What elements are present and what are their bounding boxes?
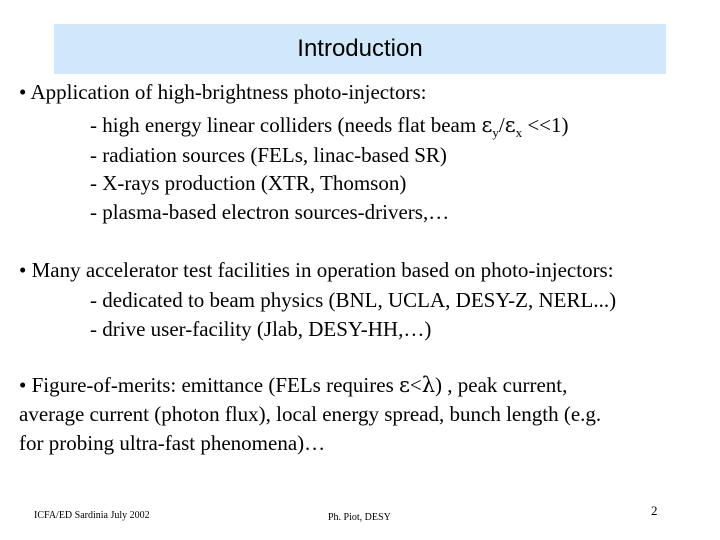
- item-radiation-sources: - radiation sources (FELs, linac-based SR): [90, 143, 447, 167]
- item-user-facility: - drive user-facility (Jlab, DESY-HH,…): [90, 317, 432, 341]
- bullet-applications: • Application of high-brightness photo-injectors:: [19, 80, 427, 104]
- epsilon-symbol: ε: [399, 373, 410, 397]
- subscript-x: x: [515, 125, 523, 140]
- item-beam-physics: - dedicated to beam physics (BNL, UCLA, DESY-Z, NERL...): [90, 288, 617, 312]
- item-linear-colliders: [90, 113, 569, 145]
- title-bar: [54, 24, 666, 74]
- merits-line-2: average current (photon flux), local energy spread, bunch length (e.g.: [19, 402, 602, 426]
- footer-conference: ICFA/ED Sardinia July 2002: [34, 510, 150, 521]
- footer-author: Ph. Piot, DESY: [328, 512, 391, 523]
- item-xrays: - X-rays production (XTR, Thomson): [90, 171, 407, 195]
- bullet-figure-of-merits: [19, 373, 567, 397]
- item-plasma: - plasma-based electron sources-drivers,…: [90, 200, 450, 224]
- epsilon-x-symbol: ε: [504, 113, 516, 137]
- page-title: Introduction: [297, 35, 423, 62]
- slash: /: [498, 113, 505, 137]
- item-linear-colliders-suffix: <<1): [522, 113, 569, 137]
- less-than-symbol: <: [409, 373, 422, 397]
- lambda-symbol: λ: [421, 373, 436, 397]
- merits-text: • Figure-of-merits: emittance (FELs requires: [19, 373, 399, 397]
- item-linear-colliders-text: - high energy linear colliders (needs flat beam: [90, 113, 482, 137]
- epsilon-y-symbol: ε: [481, 113, 493, 137]
- merits-suffix: ) , peak current,: [435, 373, 568, 397]
- merits-line-3: for probing ultra-fast phenomena)…: [19, 431, 326, 455]
- bullet-test-facilities: • Many accelerator test facilities in operation based on photo-injectors:: [19, 258, 614, 282]
- subscript-y: y: [492, 125, 499, 140]
- page-number: 2: [651, 503, 658, 518]
